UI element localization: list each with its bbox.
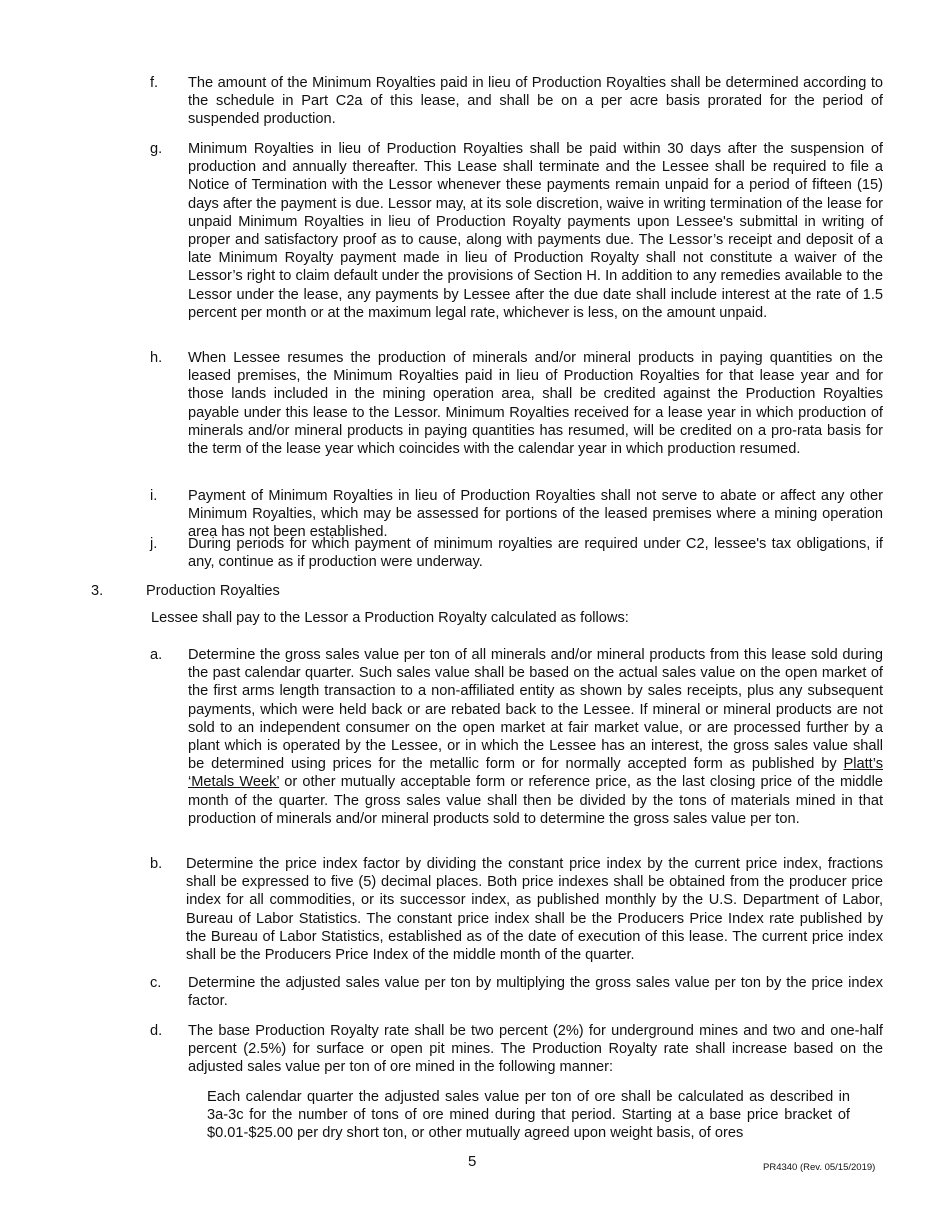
item-text: Minimum Royalties in lieu of Production Royalties shall be paid within 30 days after the suspension of production and annually thereafter. This Lease shall terminate and the Lessee shall be required to file a Notice of Termination with the Lessor whenever these payments remain unpaid for a period of fifteen (15) days after the payment is due. Lessor may, at its sole discretion, waive in writing termination of the lease for unpaid Minimum Royalties in lieu of Production Royalty payments upon Lessee's submittal in writing of proper and satisfactory proof as to cause, along with payments due. The Lessor’s receipt and deposit of a late Minimum Royalty payment made in lieu of Production Royalty shall not constitute a waiver of the Lessor’s right to claim default under the provisions of Section H. In addition to any remedies available to the Lessor under the lease, any payments by Lessee after the due date shall include interest at the rate of 1.5 percent per month or at the maximum legal rate, whichever is less, on the amount unpaid. — [188, 141, 883, 321]
item-label: b. — [150, 856, 163, 872]
list-item-c — [150, 974, 883, 1010]
page-number: 5 — [468, 1153, 477, 1170]
item-text: Payment of Minimum Royalties in lieu of Production Royalties shall not serve to abate or affect any other Minimum Royalties, which may be assessed for portions of the leased premises where a mining operation area has not been established. — [188, 488, 883, 541]
item-label: j. — [150, 536, 158, 552]
list-item-h — [150, 349, 883, 458]
item-text: The base Production Royalty rate shall be two percent (2%) for underground mines and two and one-half percent (2.5%) for surface or open pit mines. The Production Royalty rate shall increase based on the adjusted sales value per ton of ore mined in the following manner: — [188, 1023, 883, 1076]
item-label: h. — [150, 350, 163, 366]
item-text: When Lessee resumes the production of minerals and/or mineral products in paying quantities on the leased premises, the Minimum Royalties paid in lieu of Production Royalties for that lease year and for those lands included in the mining operation area, shall be credited against the Production Royalties payable under this lease to the Lessor. Minimum Royalties received for a lease year in which production of minerals and/or mineral products in paying quantities has resumed, will be credited on a pro-rata basis for the term of the lease year which coincides with the calendar year in which production resumed. — [188, 350, 883, 458]
list-item-d — [150, 1022, 883, 1077]
item-text-part: Determine the gross sales value per ton of all minerals and/or mineral products from this lease sold during the past calendar quarter. Such sales value shall be based on the actual sales value on the open market of the first arms length transaction to a non-affiliated entity as shown by sales receipts, plus any subsequent payments, which were held back or are rebated back to the Lessee. If mineral or mineral products are not sold to an independent consumer on the open market at fair market value, or are processed further by a plant which is operated by the Lessee, or in which the Lessee has an interest, the gross sales value shall be determined using prices for the metallic form or for normally accepted form as published by — [188, 647, 883, 773]
item-label: i. — [150, 488, 158, 504]
item-label: a. — [150, 647, 163, 663]
list-item-j — [150, 535, 883, 571]
list-item-i — [150, 487, 883, 542]
list-item-f — [150, 74, 883, 129]
item-text: Determine the adjusted sales value per ton by multiplying the gross sales value per ton by the price index factor. — [188, 975, 883, 1010]
item-text-part: or other mutually acceptable form or reference price, as the last closing price of the middle month of the quarter. The gross sales value shall then be divided by the tons of materials mined in that production of minerals and/or mineral products sold to determine the gross sales value per ton. — [188, 774, 883, 827]
item-text: Determine the price index factor by dividing the constant price index by the current price index, fractions shall be expressed to five (5) decimal places. Both price indexes shall be obtained from the producer price index for all commodities, or its successor index, as published monthly by the U.S. Department of Labor, Bureau of Labor Statistics. The constant price index shall be the Producers Price Index rate published by the Bureau of Labor Statistics, established as of the date of execution of this lease. The current price index shall be the Producers Price Index of the middle month of the quarter. — [186, 856, 883, 964]
platts-metals-week-reference: Platt’s ‘Metals Week’ — [188, 756, 883, 791]
section-number: 3. — [91, 583, 104, 599]
section-intro: Lessee shall pay to the Lessor a Production Royalty calculated as follows: — [151, 610, 629, 626]
item-label: f. — [150, 75, 159, 91]
list-item-a — [150, 646, 883, 828]
list-item-b — [150, 855, 883, 964]
item-label: d. — [150, 1023, 163, 1039]
form-revision-footer: PR4340 (Rev. 05/15/2019) — [763, 1162, 876, 1173]
item-text: The amount of the Minimum Royalties paid in lieu of Production Royalties shall be determined according to the schedule in Part C2a of this lease, and shall be on a per acre basis prorated for the period of suspended production. — [188, 75, 883, 128]
item-label: g. — [150, 141, 163, 157]
sub-paragraph: Each calendar quarter the adjusted sales value per ton of ore shall be calculated as described in 3a-3c for the number of tons of ore mined during that period. Starting at a base price bracket of $0.01-$25.00 per dry short ton, or other mutually agreed upon weight basis, of ores — [207, 1089, 850, 1142]
item-text: During periods for which payment of minimum royalties are required under C2, lessee's tax obligations, if any, continue as if production were underway. — [188, 536, 883, 571]
item-label: c. — [150, 975, 162, 991]
item-text — [188, 646, 883, 828]
section-title: Production Royalties — [146, 583, 280, 599]
list-item-g — [150, 140, 883, 322]
section-heading — [91, 582, 280, 600]
